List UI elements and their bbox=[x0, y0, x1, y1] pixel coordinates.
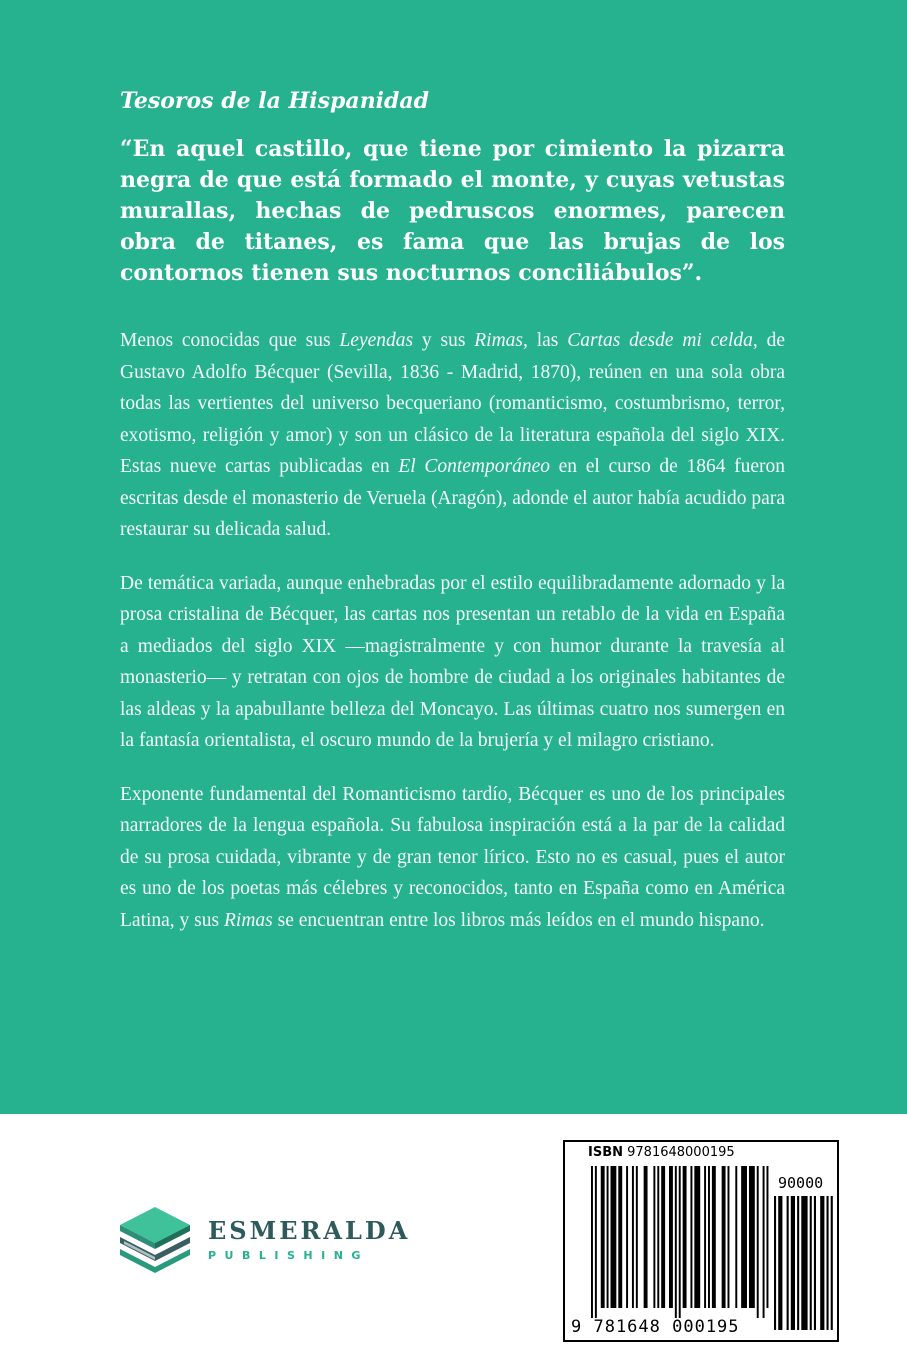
publisher-logo bbox=[116, 1205, 416, 1275]
description-paragraph-1: Menos conocidas que sus Leyendas y sus Rimas, las Cartas desde mi celda, de Gustavo Adolfo Bécquer (Sevilla, 1836 - Madrid, 1870), reúnen en una sola obra todas las vertientes del universo becqueriano (romanticismo, costumbrismo, terror, exotismo, religión y amor) y son un clásico de la literatura española del siglo XIX. Estas nueve cartas publicadas en El Contemporáneo en el curso de 1864 fueron escritas desde el monasterio de Veruela (Aragón), adonde el autor había acudido para restaurar su delicada salud. bbox=[120, 330, 786, 541]
barcode-bar bbox=[791, 1196, 795, 1330]
addon-barcode-bars bbox=[774, 1196, 836, 1340]
barcode-bar bbox=[708, 1166, 710, 1308]
barcode-bar bbox=[757, 1166, 759, 1318]
books-icon bbox=[116, 1205, 194, 1275]
barcode-bar bbox=[690, 1166, 692, 1308]
barcode-bar bbox=[787, 1196, 789, 1330]
barcode-bar bbox=[632, 1166, 634, 1308]
barcode-bar bbox=[763, 1166, 765, 1318]
barcode-bar bbox=[704, 1166, 706, 1308]
barcode-bar bbox=[611, 1166, 617, 1308]
barcode-bar bbox=[814, 1196, 816, 1330]
barcode-bar bbox=[801, 1196, 807, 1330]
barcode-bar bbox=[607, 1166, 609, 1308]
barcode-bar bbox=[741, 1166, 747, 1308]
barcode-bar bbox=[683, 1166, 687, 1308]
barcode-bar bbox=[626, 1166, 628, 1308]
publisher-subtitle: PUBLISHING bbox=[208, 1248, 369, 1262]
isbn-barcode bbox=[563, 1140, 839, 1342]
series-title: Tesoros de la Hispanidad bbox=[120, 88, 430, 114]
barcode-bar bbox=[669, 1166, 673, 1308]
barcode-bar bbox=[778, 1196, 782, 1330]
barcode-bar bbox=[644, 1166, 648, 1308]
barcode-bar bbox=[749, 1166, 755, 1308]
description-paragraph-2: De temática variada, aunque enhebradas por el estilo equilibradamente adornado y la prosa cristalina de Bécquer, las cartas nos presentan un retablo de la vida en España a mediados del siglo XIX —magistralmente y con humor durante la travesía al monasterio— y retratan con ojos de hombre de ciudad a los originales habitantes de las aldeas y la apabullante belleza del Moncayo. Las últimas cuatro nos sumergen en la fantasía orientalista, el oscuro mundo de la brujería y el milagro cristiano. bbox=[120, 572, 785, 752]
barcode-bar bbox=[694, 1166, 700, 1308]
barcode-bar bbox=[601, 1166, 605, 1308]
barcode-bar bbox=[595, 1166, 597, 1318]
back-cover-text bbox=[120, 88, 785, 958]
barcode-bar bbox=[827, 1196, 829, 1330]
barcode-bar bbox=[618, 1166, 622, 1308]
barcode-bar bbox=[636, 1166, 638, 1308]
barcode-bar bbox=[712, 1166, 716, 1308]
barcode-bar bbox=[831, 1196, 833, 1330]
isbn-digits: 9 781648 000195 bbox=[571, 1317, 740, 1337]
barcode-bar bbox=[679, 1166, 681, 1318]
barcode-bar bbox=[675, 1166, 677, 1318]
barcode-bar bbox=[774, 1196, 776, 1330]
barcode-bar bbox=[767, 1166, 769, 1308]
barcode-bar bbox=[797, 1196, 799, 1330]
pull-quote: “En aquel castillo, que tiene por cimiento la pizarra negra de que está formado el monte, y cuyas vetustas murallas, hechas de pedruscos enormes, parecen obra de titanes, es fama que las brujas de los contornos tienen sus nocturnos conciliábulos”. bbox=[120, 136, 785, 287]
barcode-bar bbox=[661, 1166, 665, 1308]
barcode-bar bbox=[722, 1166, 726, 1308]
barcode-bar bbox=[735, 1166, 737, 1308]
barcode-bar bbox=[820, 1196, 824, 1330]
publisher-name: ESMERALDA bbox=[208, 1215, 411, 1245]
barcode-bar bbox=[591, 1166, 593, 1318]
barcode-bar bbox=[728, 1166, 730, 1308]
barcode-bar bbox=[657, 1166, 659, 1308]
barcode-bar bbox=[653, 1166, 655, 1308]
barcode-bar bbox=[810, 1196, 812, 1330]
description-paragraph-3: Exponente fundamental del Romanticismo tardío, Bécquer es uno de los principales narradores de la lengua española. Su fabulosa inspiración está a la par de la calidad de su prosa cuidada, vibrante y de gran tenor lírico. Esto no es casual, pues el autor es uno de los poetas más célebres y reconocidos, tanto en España como en América Latina, y sus Rimas se encuentran entre los libros más leídos en el mundo hispano. bbox=[120, 783, 785, 931]
isbn-label: ISBN 9781648000195 bbox=[588, 1145, 735, 1160]
price-code: 90000 bbox=[778, 1174, 824, 1192]
barcode-bars bbox=[591, 1166, 769, 1318]
